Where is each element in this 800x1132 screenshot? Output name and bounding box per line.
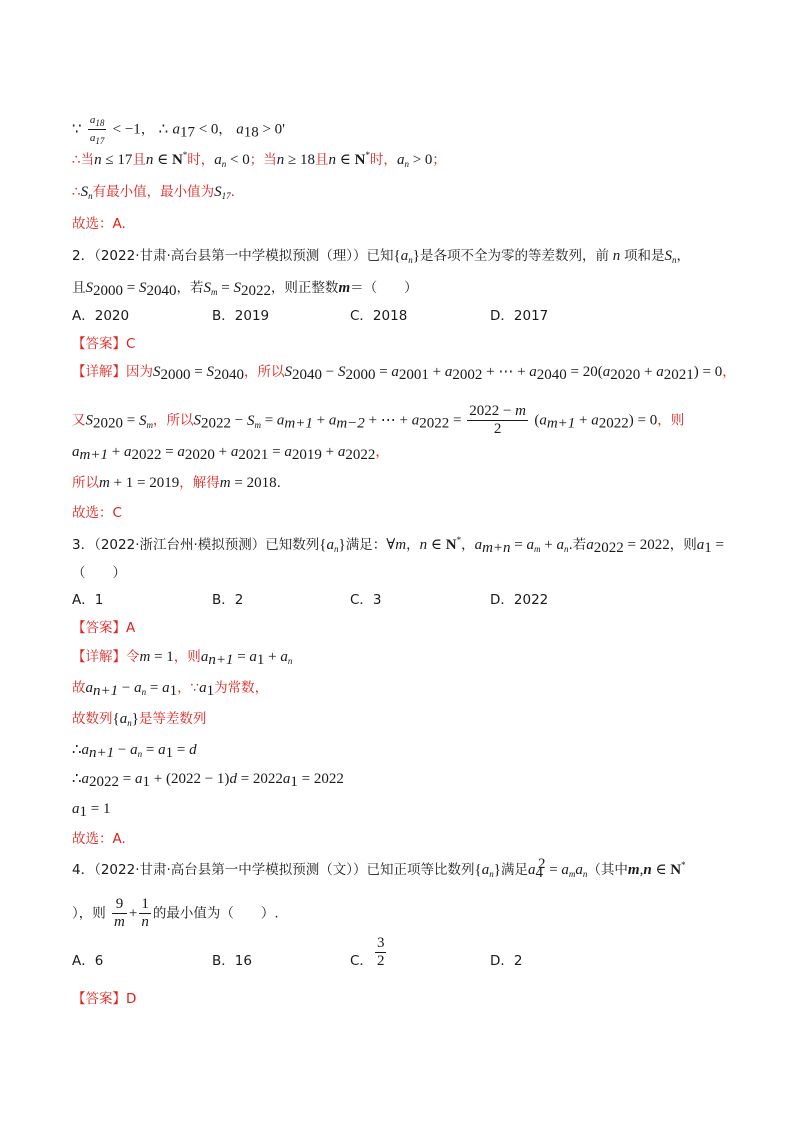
question-4-stem: 4．（2022·甘肃·高台县第一中学模拟预测（文））已知正项等比数列$\{a_n\}$满足$a_4^2 = a_ma_n$（其中m,n ∈ N* [72, 856, 686, 881]
question-2-stem: 2．（2022·甘肃·高台县第一中学模拟预测（理））已知$\{a_n\}$是各项不全为零的等差数列，前 n 项和是$S_n$， [72, 248, 690, 265]
question-2-option-a[interactable]: A．2020 [72, 308, 130, 324]
question-4-option-a[interactable]: A．6 [72, 953, 104, 969]
solution-line-min: $\therefore S_n$有最小值，最小值为$S_{17}$. [72, 184, 235, 201]
question-3-option-d[interactable]: D．2022 [490, 592, 549, 608]
question-4-stem-2: ），则 $\frac{9}{m}$ + $\frac{1}{n}$ 的最小值为（ ）. [72, 896, 279, 930]
question-3-answer: 【答案】A [72, 620, 136, 636]
question-4-option-d[interactable]: D．2 [490, 953, 523, 969]
solution-line-sign: ∴当n ≤ 17且n ∈ N*时，$a_n < 0$；当n ≥ 18且n ∈ N*时，$a_n > 0$； [72, 150, 446, 169]
question-3-source: （2022·浙江台州·模拟预测） [94, 537, 266, 553]
question-2-detail-3: $a_{m+1} + a_{2022} = a_{2020} + a_{2021} = a_{2019} + a_{2022}$， [72, 444, 389, 463]
question-4-answer: 【答案】D [72, 991, 137, 1007]
question-2-option-b[interactable]: B．2019 [212, 308, 270, 324]
question-3-option-c[interactable]: C．3 [350, 592, 382, 608]
question-3-stem-2: （ ） [72, 565, 126, 581]
question-3-detail-4: $\therefore a_{n+1} - a_n = a_1 = d$ [72, 742, 197, 761]
question-2-answer: 【答案】C [72, 336, 136, 352]
question-2-detail-4: 所以m + 1 = 2019，解得m = 2018. [72, 475, 281, 491]
question-2-stem-2: 且$S_{2000} = S_{2040}$，若$S_m = S_{2022}$，则正整数m＝（ ） [72, 280, 418, 299]
question-3-detail-6: $a_1 = 1$ [72, 801, 111, 820]
solution-answer: 故选：A. [72, 216, 126, 232]
question-3-detail-2: 故$a_{n+1} - a_n = a_1$，$\because a_1$为常数， [72, 680, 269, 699]
question-4-option-b[interactable]: B．16 [212, 953, 252, 969]
fraction-1-over-n: $\frac{1}{n}$ [141, 896, 149, 930]
question-3-detail-5: $\therefore a_{2022} = a_1 + (2022 - 1)d = 2022a_1 = 2022$ [72, 771, 344, 790]
question-2-detail: 【详解】因为$S_{2000} = S_{2040}$，所以$S_{2040} - S_{2000} = a_{2001} + a_{2002}$ + ⋯ + $a_{2040} = 20(a_{2020} + a_{2021}) = 0$， [72, 364, 736, 383]
question-2-detail-2: 又$S_{2020} = S_m$，所以$S_{2022} - S_m = a_{m+1} + a_{m-2}$ + ⋯ + $a_{2022}$ = $\frac{2022 - m}{2}$ $(a_{m+1} + a_{2022}) = 0$，则 [72, 403, 685, 437]
fraction-3-over-2: $\frac{3}{2}$ [376, 934, 385, 969]
question-3-option-a[interactable]: A．1 [72, 592, 104, 608]
solution-line-ratio: ∵ $\frac{a_{18}}{a_{17}}$ < −1， ∴ $a_{17} < 0$， $a_{18} > 0'$ [72, 114, 285, 146]
question-3-option-b[interactable]: B．2 [212, 592, 244, 608]
question-4-option-c[interactable]: C． $\frac{3}{2}$ [350, 934, 385, 969]
question-4-source: （2022·甘肃·高台县第一中学模拟预测（文）） [94, 862, 367, 878]
fraction-a18-a17: $\frac{a_{18}}{a_{17}}$ [89, 114, 105, 146]
question-2-final: 故选：C [72, 505, 122, 521]
fraction-9-over-m: $\frac{9}{m}$ [114, 896, 125, 930]
question-2-option-d[interactable]: D．2017 [490, 308, 549, 324]
question-3-detail: 【详解】令m = 1，则$a_{n+1} = a_1 + a_n$ [72, 649, 293, 668]
question-3-stem: 3．（2022·浙江台州·模拟预测）已知数列$\{a_n\}$满足：∀m，n ∈ N*，$a_{m+n} = a_m + a_n$.若$a_{2022} = 2022$，则$a_1$ = [72, 535, 724, 556]
question-3-detail-3: 故数列$\{a_n\}$是等差数列 [72, 711, 207, 728]
question-2-option-c[interactable]: C．2018 [350, 308, 408, 324]
question-3-final: 故选：A. [72, 831, 126, 847]
fraction-2022-m-over-2: $\frac{2022 - m}{2}$ [469, 403, 527, 437]
question-2-source: （2022·甘肃·高台县第一中学模拟预测（理）） [94, 248, 367, 264]
